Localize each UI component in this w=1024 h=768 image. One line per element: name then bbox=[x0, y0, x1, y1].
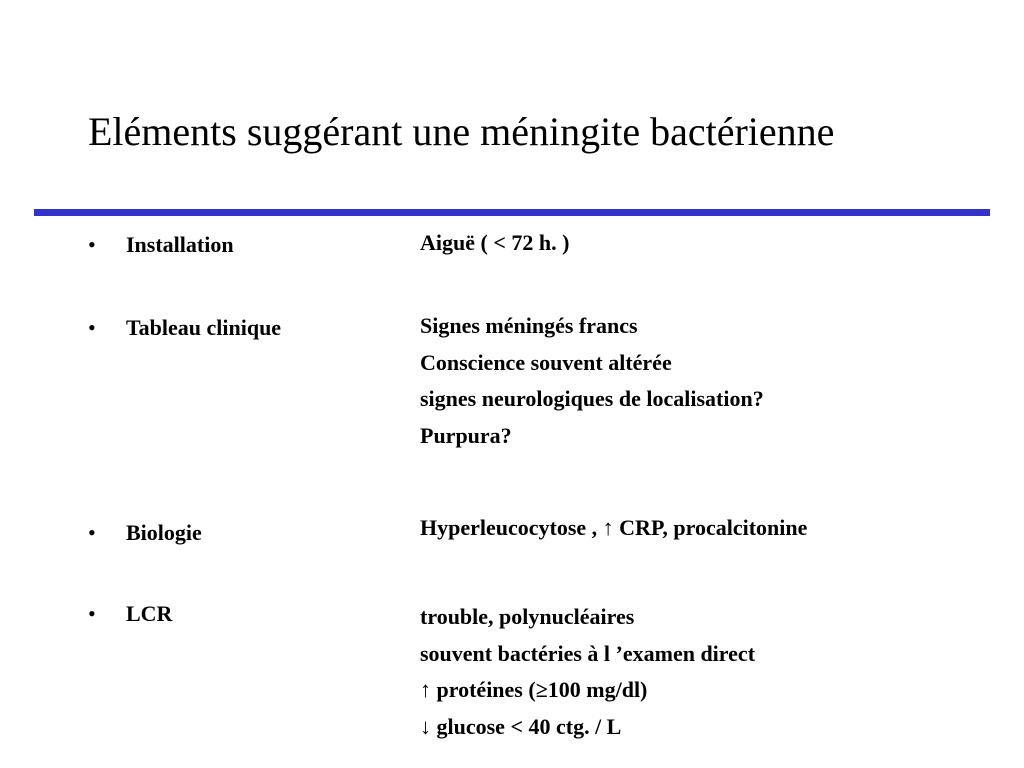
bullet-installation bbox=[88, 232, 234, 258]
bullet-label: Biologie bbox=[126, 520, 202, 545]
description-line: Aiguë ( < 72 h. ) bbox=[420, 230, 570, 255]
bullet-dot: • bbox=[88, 315, 96, 340]
slide-title: Eléments suggérant une méningite bactérienne bbox=[88, 109, 835, 154]
description-line: souvent bactéries à l ’examen direct bbox=[420, 640, 756, 666]
title-divider bbox=[34, 209, 990, 216]
bullet-label: Installation bbox=[126, 232, 234, 257]
description-line: Conscience souvent altérée bbox=[420, 349, 672, 375]
bullet-dot: • bbox=[88, 601, 96, 626]
description-installation bbox=[420, 230, 569, 267]
bullet-lcr bbox=[88, 601, 172, 627]
description-lcr bbox=[420, 604, 755, 750]
description-biologie bbox=[420, 515, 807, 552]
bullet-tableau-clinique bbox=[88, 315, 281, 341]
bullet-dot: • bbox=[88, 520, 96, 545]
bullet-label: LCR bbox=[126, 601, 173, 626]
description-line: trouble, polynucléaires bbox=[420, 604, 635, 629]
description-line: Purpura? bbox=[420, 422, 512, 448]
description-line: ↓ glucose < 40 ctg. / L bbox=[420, 713, 622, 739]
description-line: Signes méningés francs bbox=[420, 313, 638, 338]
bullet-label: Tableau clinique bbox=[126, 315, 282, 340]
description-line: Hyperleucocytose , ↑ CRP, procalcitonine bbox=[420, 515, 808, 540]
description-line: signes neurologiques de localisation? bbox=[420, 386, 764, 411]
bullet-dot: • bbox=[88, 232, 96, 257]
description-tableau-clinique bbox=[420, 313, 764, 459]
description-line: ↑ protéines (≥100 mg/dl) bbox=[420, 677, 648, 702]
bullet-biologie bbox=[88, 520, 202, 546]
